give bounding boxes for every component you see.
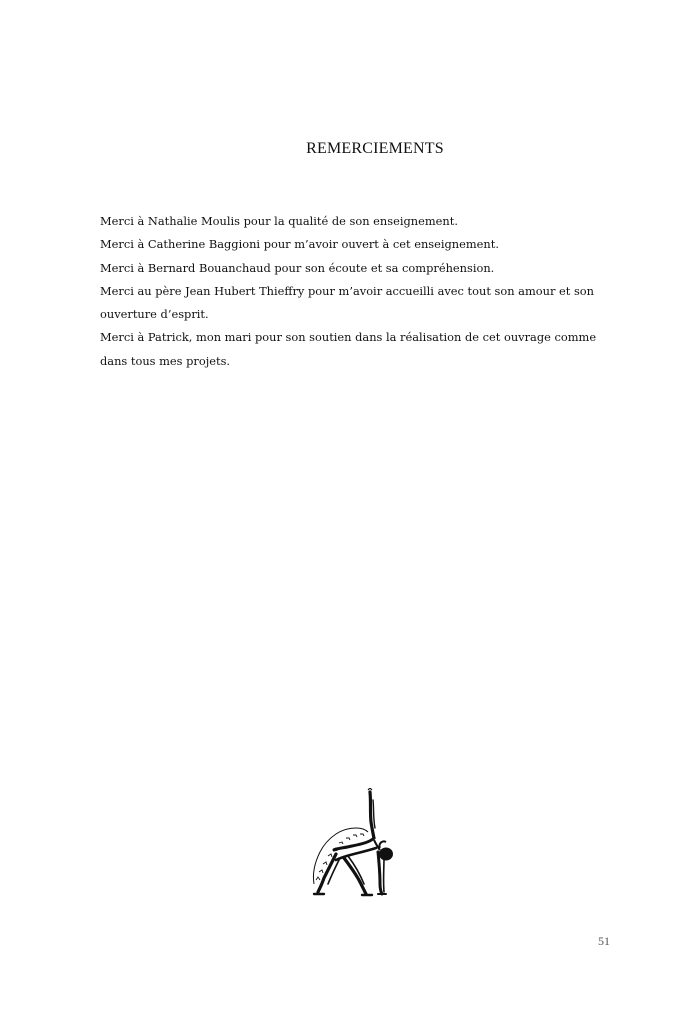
paragraph: Merci à Bernard Bouanchaud pour son écoute et sa compréhension. (100, 260, 495, 275)
acknowledgements-body (100, 210, 615, 373)
page-title: REMERCIEMENTS (306, 140, 444, 157)
page-number: 51 (598, 934, 610, 948)
paragraph: Merci à Patrick, mon mari pour son soutien dans la réalisation de cet ouvrage comme dans tous mes projets. (100, 330, 597, 368)
paragraph: Merci à Catherine Baggioni pour m’avoir ouvert à cet enseignement. (100, 237, 499, 252)
paragraph: Merci au père Jean Hubert Thieffry pour m’avoir accueilli avec tout son amour et son ouverture d’esprit. (100, 283, 595, 322)
paragraph: Merci à Nathalie Moulis pour la qualité de son enseignement. (100, 214, 458, 228)
yoga-triangle-pose-icon (300, 788, 412, 900)
